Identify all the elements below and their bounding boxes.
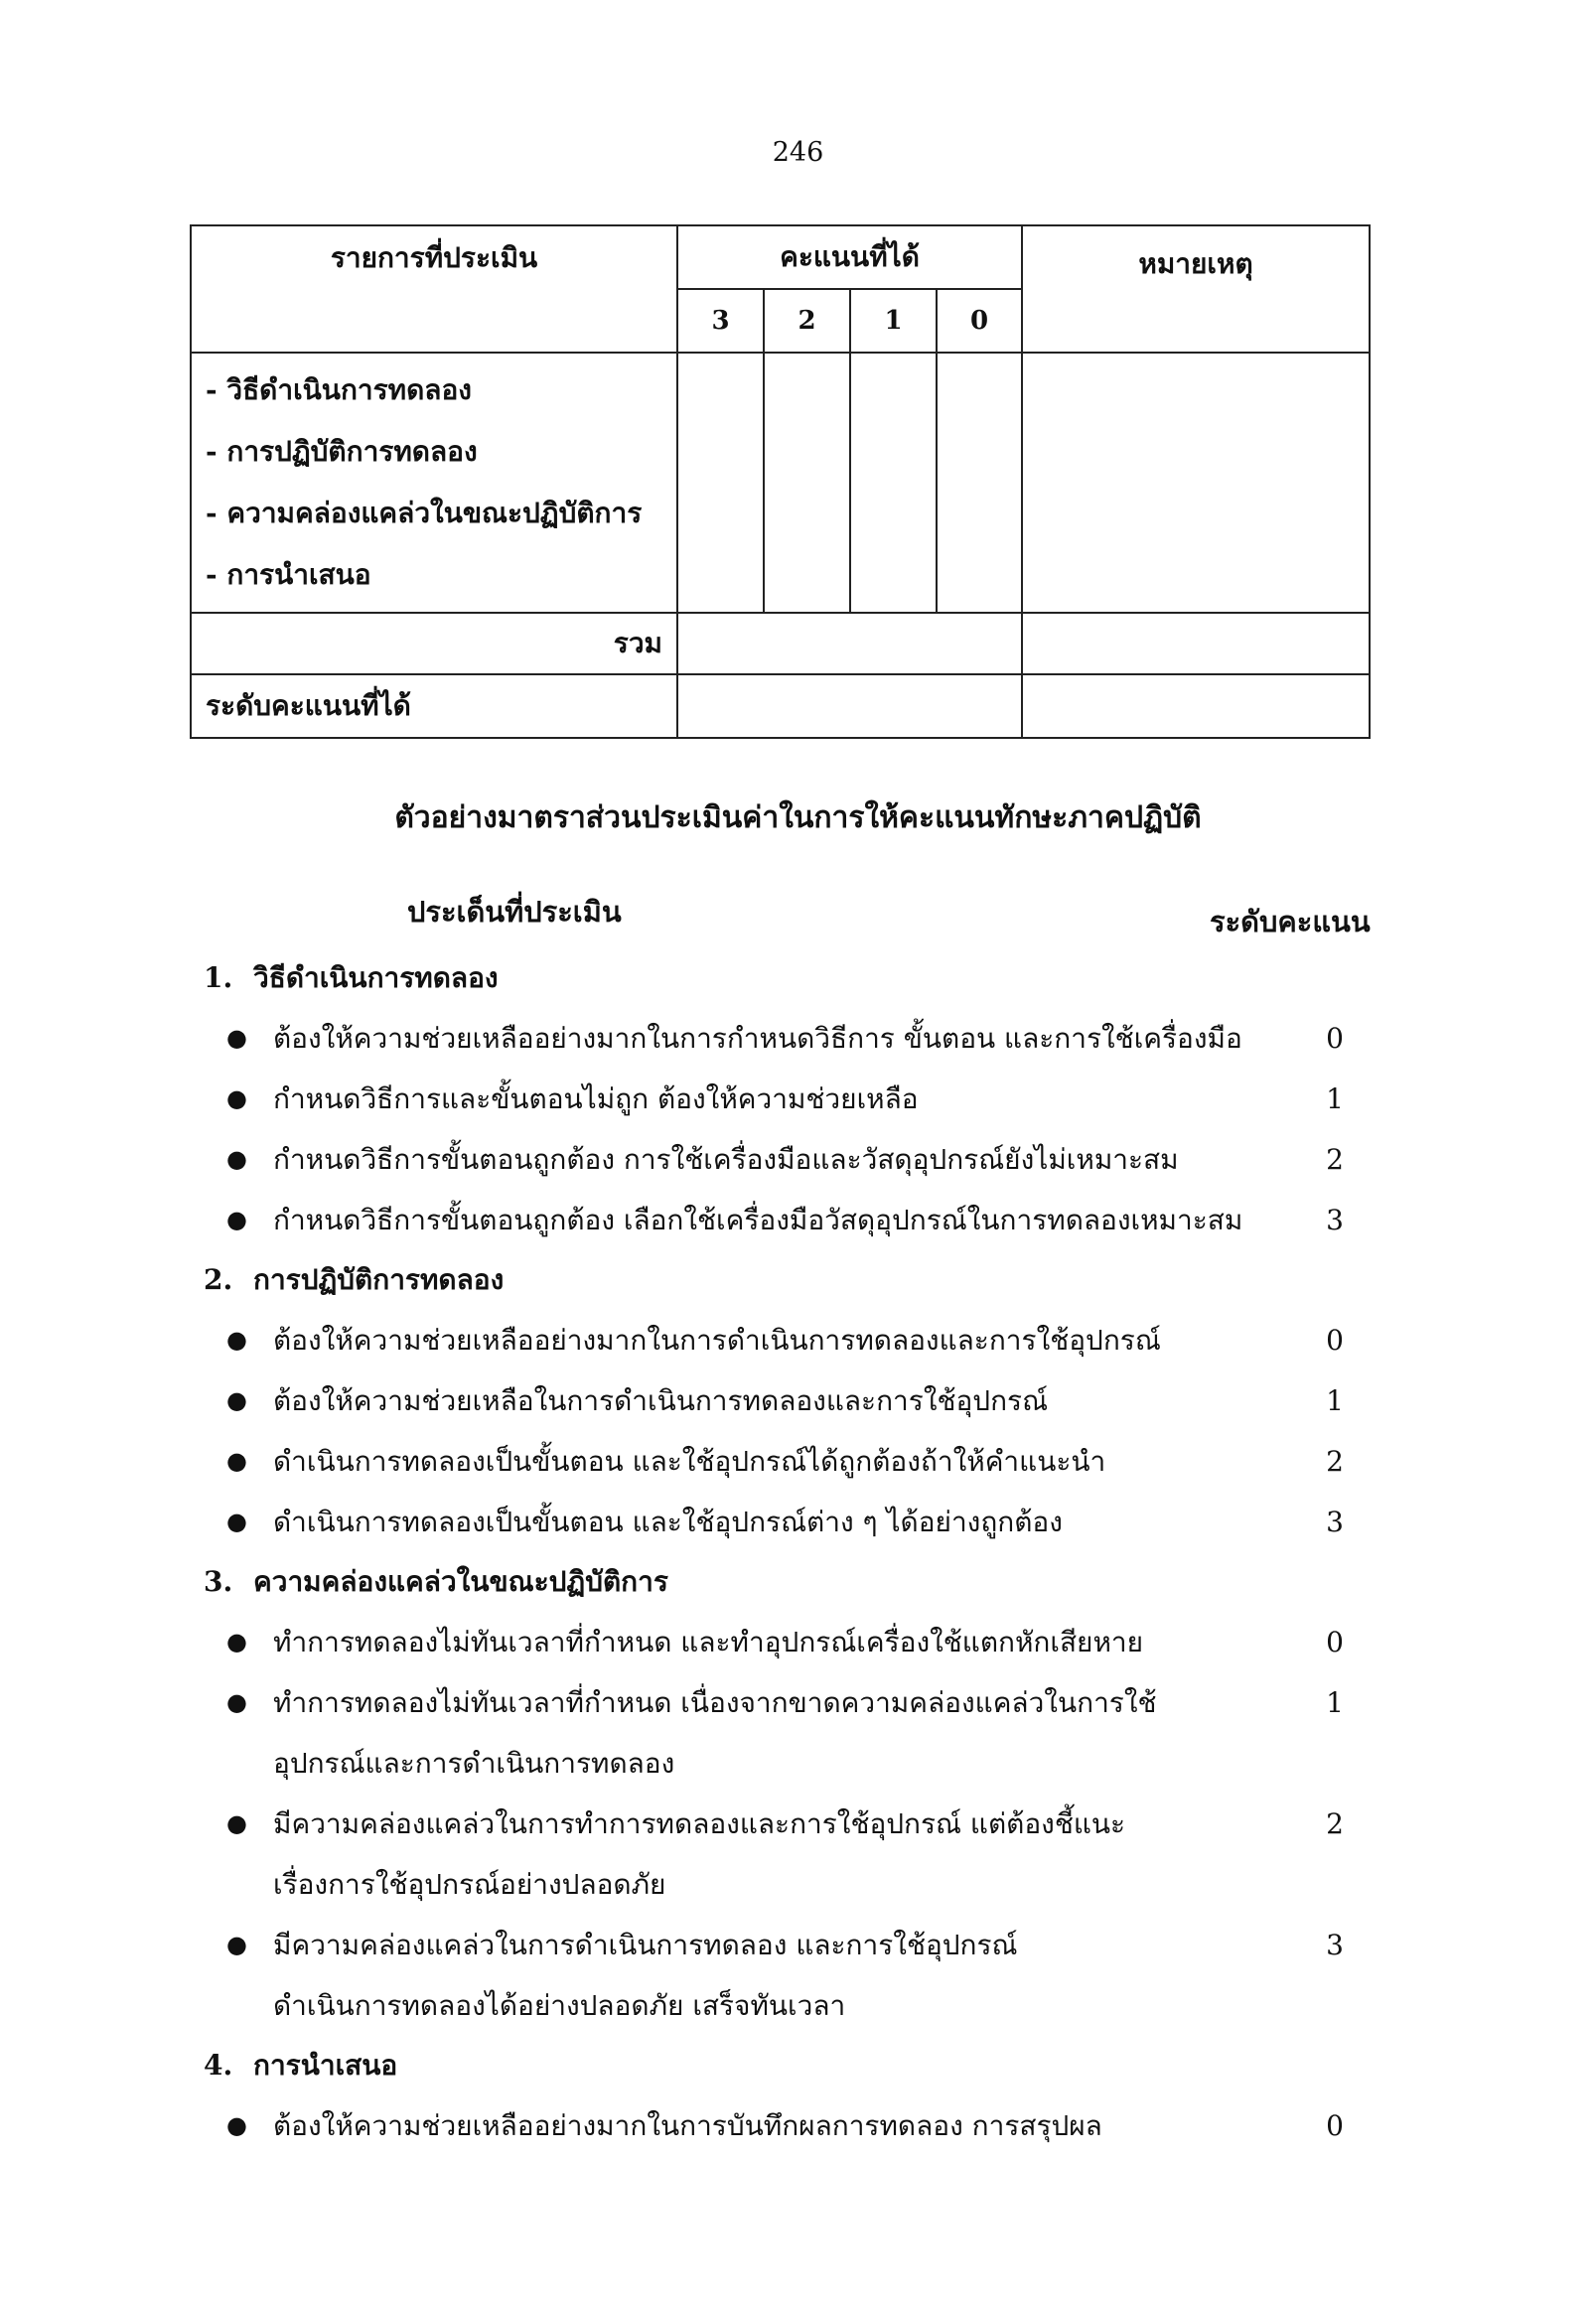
header-score: คะแนนที่ได้ xyxy=(677,225,1022,289)
criterion-number: 2. xyxy=(204,1263,233,1296)
criteria-header: ประเด็นที่ประเมิน xyxy=(407,895,622,929)
rubric-item xyxy=(204,1915,1385,2036)
rubric-item-line: กำหนดวิธีการขั้นตอนถูกต้อง การใช้เครื่องมือและวัสดุอุปกรณ์ยังไม่เหมาะสม xyxy=(273,1143,1179,1176)
note-cell xyxy=(1022,353,1370,613)
sum-score-cell xyxy=(677,613,1022,674)
rubric-item xyxy=(204,1310,1385,1370)
rubric-item-line: ต้องให้ความช่วยเหลืออย่างมากในการบันทึกผลการทดลอง การสรุปผล xyxy=(273,2109,1102,2142)
rubric-item-score: 3 xyxy=(1326,1204,1344,1236)
item-practice: - การปฏิบัติการทดลอง xyxy=(206,435,478,468)
rubric-item-text xyxy=(273,1915,1266,2036)
assessment-items xyxy=(191,353,677,613)
criterion-label: ความคล่องแคล่วในขณะปฏิบัติการ xyxy=(253,1565,668,1598)
item-method: - วิธีดำเนินการทดลอง xyxy=(206,373,472,406)
criterion-number: 1. xyxy=(204,961,233,994)
rubric-item xyxy=(204,1129,1385,1190)
score-cell xyxy=(677,353,764,613)
rubric-item-line: ทำการทดลองไม่ทันเวลาที่กำหนด และทำอุปกรณ์เครื่องใช้แตกหักเสียหาย xyxy=(273,1626,1144,1658)
rubric-item-score: 0 xyxy=(1326,1022,1344,1055)
rubric-item-text xyxy=(273,1431,1266,1492)
rubric-item-text xyxy=(273,1069,1266,1129)
rubric-item-score: 2 xyxy=(1326,1143,1344,1176)
rubric-item-score: 1 xyxy=(1326,1686,1344,1719)
criterion-label: การนำเสนอ xyxy=(253,2049,398,2082)
score-column-1: 1 xyxy=(850,289,937,353)
bullet-icon: ● xyxy=(226,1024,247,1052)
bullet-icon: ● xyxy=(226,2111,247,2139)
rubric-item-score: 3 xyxy=(1326,1929,1344,1961)
rubric-item-line: กำหนดวิธีการและขั้นตอนไม่ถูก ต้องให้ความช่วยเหลือ xyxy=(273,1082,919,1115)
bullet-icon: ● xyxy=(226,1508,247,1535)
rubric-item-line: มีความคล่องแคล่วในการทำการทดลองและการใช้อุปกรณ์ แต่ต้องชี้แนะ xyxy=(273,1807,1126,1840)
bullet-icon: ● xyxy=(226,1688,247,1716)
rubric-item xyxy=(204,1431,1385,1492)
item-fluency: - ความคล่องแคล่วในขณะปฏิบัติการ xyxy=(206,497,643,529)
criterion-label: วิธีดำเนินการทดลอง xyxy=(253,961,499,994)
score-column-0: 0 xyxy=(937,289,1022,353)
rubric-item-line: ดำเนินการทดลองเป็นขั้นตอน และใช้อุปกรณ์ต่าง ๆ ได้อย่างถูกต้อง xyxy=(273,1506,1063,1538)
rubric-item xyxy=(204,1492,1385,1552)
bullet-icon: ● xyxy=(226,1145,247,1173)
page-number: 246 xyxy=(772,137,824,168)
score-cell xyxy=(764,353,850,613)
criterion-label: การปฏิบัติการทดลอง xyxy=(253,1263,505,1296)
bullet-icon: ● xyxy=(226,1084,247,1112)
bullet-icon: ● xyxy=(226,1809,247,1837)
rubric-item xyxy=(204,2095,1385,2156)
rubric-item-line: ดำเนินการทดลองเป็นขั้นตอน และใช้อุปกรณ์ได้ถูกต้องถ้าให้คำแนะนำ xyxy=(273,1445,1106,1478)
rubric-title: ตัวอย่างมาตราส่วนประเมินค่าในการให้คะแนนทักษะภาคปฏิบัติ xyxy=(394,800,1202,835)
bullet-icon: ● xyxy=(226,1386,247,1414)
rubric-item-score: 1 xyxy=(1326,1384,1344,1417)
score-cell xyxy=(850,353,937,613)
rubric-item xyxy=(204,1612,1385,1672)
bullet-icon: ● xyxy=(226,1447,247,1475)
score-cell xyxy=(937,353,1022,613)
rubric-item-line: กำหนดวิธีการขั้นตอนถูกต้อง เลือกใช้เครื่องมือวัสดุอุปกรณ์ในการทดลองเหมาะสม xyxy=(273,1204,1243,1236)
rubric-item-score: 0 xyxy=(1326,2109,1344,2142)
rubric-item-line: มีความคล่องแคล่วในการดำเนินการทดลอง และการใช้อุปกรณ์ xyxy=(273,1929,1018,1961)
rubric-item-score: 0 xyxy=(1326,1324,1344,1357)
rubric-item xyxy=(204,1008,1385,1069)
level-note-cell xyxy=(1022,674,1370,738)
score-column-3: 3 xyxy=(677,289,764,353)
rubric-item-line: เรื่องการใช้อุปกรณ์อย่างปลอดภัย xyxy=(273,1868,666,1901)
rubric-item-text xyxy=(273,1492,1266,1552)
rubric-item xyxy=(204,1672,1385,1794)
rubric-item-line: ต้องให้ความช่วยเหลืออย่างมากในการดำเนินการทดลองและการใช้อุปกรณ์ xyxy=(273,1324,1161,1357)
rubric-item-line: อุปกรณ์และการดำเนินการทดลอง xyxy=(273,1747,675,1780)
rubric-item-text xyxy=(273,2095,1266,2156)
sum-note-cell xyxy=(1022,613,1370,674)
score-column-2: 2 xyxy=(764,289,850,353)
rubric-item-text xyxy=(273,1370,1266,1431)
rubric-list xyxy=(204,948,1385,2156)
level-header: ระดับคะแนน xyxy=(1210,905,1371,938)
rubric-item-text xyxy=(273,1794,1266,1915)
rubric-item xyxy=(204,1069,1385,1129)
bullet-icon: ● xyxy=(226,1206,247,1233)
criterion-title xyxy=(204,948,1385,1008)
bullet-icon: ● xyxy=(226,1326,247,1354)
criterion-title xyxy=(204,2036,1385,2095)
rubric-item-score: 2 xyxy=(1326,1445,1344,1478)
rubric-item xyxy=(204,1370,1385,1431)
rubric-item-score: 3 xyxy=(1326,1506,1344,1538)
rubric-item-line: ดำเนินการทดลองได้อย่างปลอดภัย เสร็จทันเวลา xyxy=(273,1989,846,2022)
rubric-item-line: ต้องให้ความช่วยเหลือในการดำเนินการทดลองและการใช้อุปกรณ์ xyxy=(273,1384,1049,1417)
rubric-item-text xyxy=(273,1672,1266,1794)
item-presentation: - การนำเสนอ xyxy=(206,558,371,591)
rubric-item xyxy=(204,1190,1385,1250)
rubric-item xyxy=(204,1794,1385,1915)
criterion-title xyxy=(204,1250,1385,1310)
criterion-title xyxy=(204,1552,1385,1612)
rubric-item-text xyxy=(273,1008,1266,1069)
rubric-item-text xyxy=(273,1129,1266,1190)
header-note: หมายเหตุ xyxy=(1022,225,1370,353)
header-assessment-item: รายการที่ประเมิน xyxy=(191,225,677,353)
rubric-item-line: ทำการทดลองไม่ทันเวลาที่กำหนด เนื่องจากขาดความคล่องแคล่วในการใช้ xyxy=(273,1686,1157,1719)
rubric-item-line: ต้องให้ความช่วยเหลืออย่างมากในการกำหนดวิธีการ ขั้นตอน และการใช้เครื่องมือ xyxy=(273,1022,1242,1055)
rubric-item-score: 1 xyxy=(1326,1082,1344,1115)
rubric-item-text xyxy=(273,1190,1266,1250)
sum-label: รวม xyxy=(191,613,677,674)
level-score-cell xyxy=(677,674,1022,738)
bullet-icon: ● xyxy=(226,1628,247,1655)
rubric-item-text xyxy=(273,1612,1266,1672)
bullet-icon: ● xyxy=(226,1931,247,1958)
assessment-table xyxy=(190,224,1371,739)
criterion-number: 3. xyxy=(204,1565,233,1598)
rubric-item-score: 2 xyxy=(1326,1807,1344,1840)
rubric-item-text xyxy=(273,1310,1266,1370)
rubric-item-score: 0 xyxy=(1326,1626,1344,1658)
level-label: ระดับคะแนนที่ได้ xyxy=(191,674,677,738)
criterion-number: 4. xyxy=(204,2049,233,2082)
